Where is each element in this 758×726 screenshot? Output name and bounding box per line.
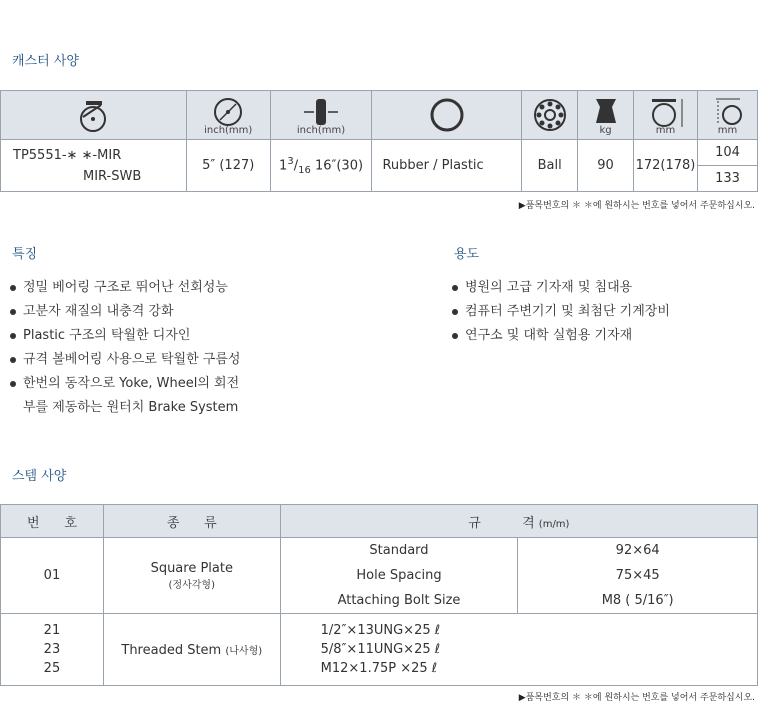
- list-item: 정밀 베어링 구조로 뛰어난 선회성능: [8, 276, 240, 300]
- bearing-icon: [522, 91, 578, 140]
- header-no: 번 호: [1, 505, 104, 538]
- offset-unit: mm: [717, 125, 738, 136]
- header-type: 종 류: [103, 505, 280, 538]
- row1-values: 92×64 75×45 M8 ( 5/16″): [518, 538, 758, 614]
- caster-spec-title: 캐스터 사양: [12, 54, 79, 69]
- width-value: $1^3/_{16}$ 16″(30): [270, 140, 372, 192]
- row1-type: Square Plate (정사각형): [103, 538, 280, 614]
- stem-order-note: ▶품목번호의 ＊ ＊에 원하시는 번호를 넣어서 주문하십시오.: [518, 693, 755, 703]
- list-item: 규격 볼베어링 사용으로 탁월한 구름성: [8, 348, 240, 372]
- list-item: 병원의 고급 기자재 및 침대용: [450, 276, 670, 300]
- offset-icon: [698, 91, 758, 140]
- height-value: 172(178): [634, 140, 698, 192]
- list-item: 한번의 동작으로 Yoke, Wheel의 회전: [8, 372, 240, 396]
- diameter-value: 5″ (127): [186, 140, 270, 192]
- caster-wheel-icon: [1, 91, 187, 140]
- list-item: 연구소 및 대학 실험용 기자재: [450, 324, 670, 348]
- load-weight-icon: [578, 91, 634, 140]
- usage-list: [450, 276, 670, 348]
- row1-no: 01: [1, 538, 104, 614]
- model-number: [1, 140, 187, 192]
- offset-value-1: 104: [698, 140, 758, 166]
- model-line-1: TP5551-∗ ∗-MIR: [13, 147, 122, 163]
- stem-spec-table: [0, 504, 758, 686]
- load-value: 90: [578, 140, 634, 192]
- list-item: Plastic 구조의 탁월한 디자인: [8, 324, 240, 348]
- list-item: 컴퓨터 주변기기 및 최첨단 기계장비: [450, 300, 670, 324]
- wheel-diameter-icon: [186, 91, 270, 140]
- row2-type: Threaded Stem (나사형): [103, 614, 280, 686]
- model-line-2: MIR-SWB: [83, 168, 142, 184]
- load-unit: kg: [599, 125, 612, 136]
- row1-labels: Standard Hole Spacing Attaching Bolt Size: [280, 538, 518, 614]
- caster-spec-table: [0, 90, 758, 192]
- header-spec: 규 격 (m/m): [280, 505, 757, 538]
- features-title: 특징: [12, 247, 38, 262]
- list-item: 부를 제동하는 원터치 Brake System: [23, 400, 239, 415]
- usage-title: 용도: [454, 247, 480, 262]
- wheel-width-icon: [270, 91, 372, 140]
- overall-height-icon: [634, 91, 698, 140]
- list-item: 고분자 재질의 내충격 강화: [8, 300, 240, 324]
- features-list: [8, 276, 240, 420]
- stem-spec-title: 스템 사양: [12, 469, 67, 484]
- bearing-value: Ball: [522, 140, 578, 192]
- tread-material-icon: [372, 91, 522, 140]
- tread-value: Rubber / Plastic: [372, 140, 522, 192]
- diameter-unit: inch(mm): [204, 125, 253, 136]
- order-note: ▶품목번호의 ＊ ＊에 원하시는 번호를 넣어서 주문하십시오.: [518, 201, 755, 211]
- offset-value-2: 133: [698, 166, 758, 192]
- width-unit: inch(mm): [296, 125, 346, 136]
- height-unit: mm: [655, 125, 676, 136]
- row2-specs: 1/2″×13UNG×25 ℓ 5/8″×11UNG×25 ℓ M12×1.75P ×25 ℓ: [280, 614, 757, 686]
- row2-nos: 21 23 25: [1, 614, 104, 686]
